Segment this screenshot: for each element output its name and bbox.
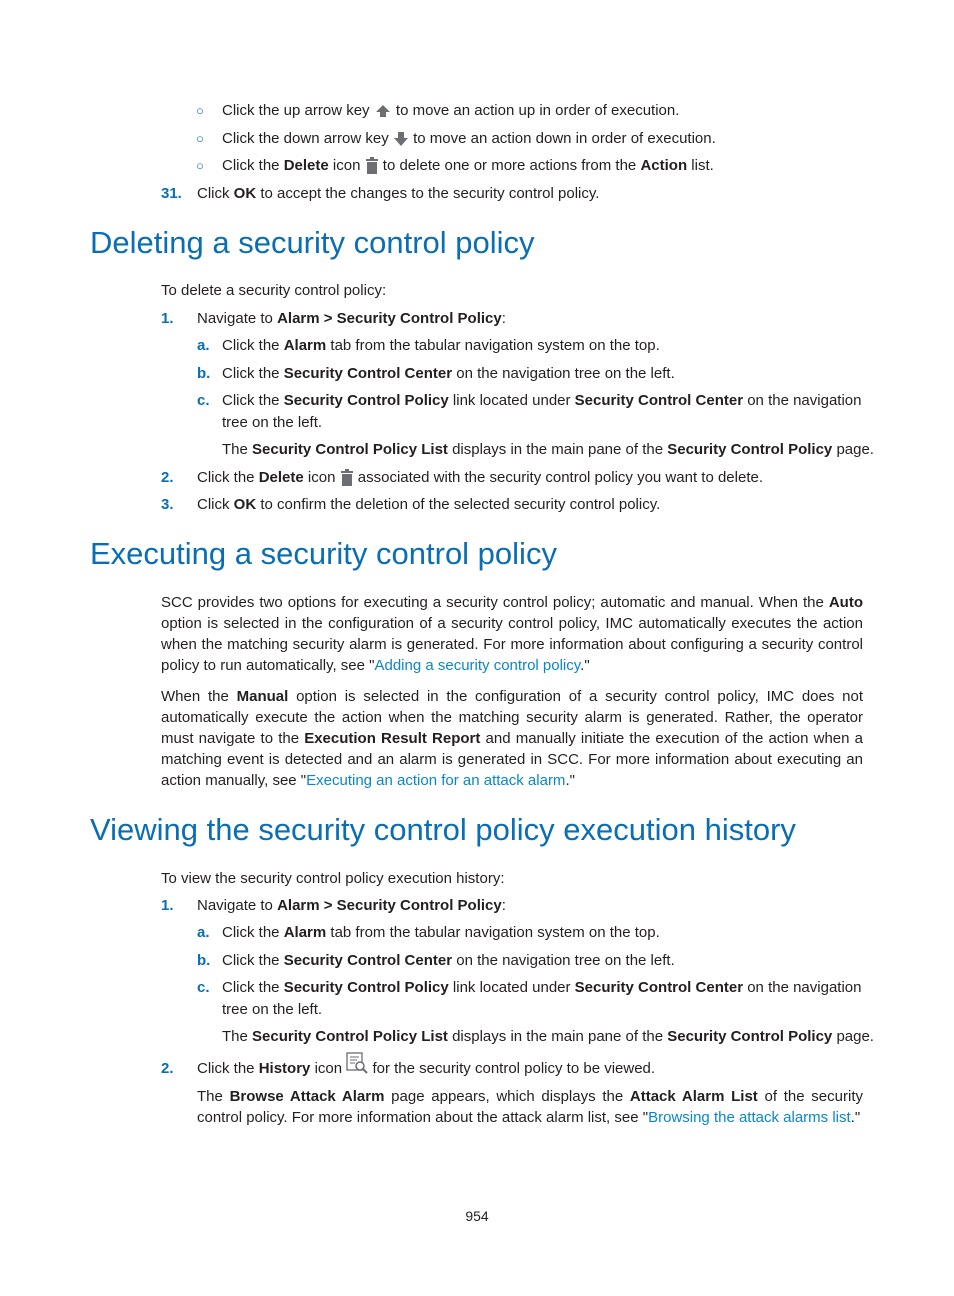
- substep-b: Click the Security Control Center on the navigation tree on the left.: [222, 952, 675, 969]
- step-number: 1.: [161, 310, 174, 327]
- link-browsing-alarms[interactable]: Browsing the attack alarms list: [648, 1109, 851, 1126]
- step-confirm: Click OK to confirm the deletion of the selected security control policy.: [197, 496, 661, 513]
- step-31: Click OK to accept the changes to the security control policy.: [197, 185, 600, 202]
- step-number: 1.: [161, 897, 174, 914]
- trash-icon: [340, 469, 354, 487]
- step-navigate: Navigate to Alarm > Security Control Policy:: [197, 310, 506, 327]
- step-number: 2.: [161, 469, 174, 486]
- bullet-circle: ○: [196, 158, 204, 173]
- paragraph-browse: The Browse Attack Alarm page appears, which displays the Attack Alarm List of the security control policy. For more information about the attack alarm list, see "Browsing the attack alarms list.": [197, 1088, 863, 1126]
- bullet-up-arrow: Click the up arrow key to move an action up in order of execution.: [222, 102, 680, 119]
- substep-letter: a.: [197, 337, 210, 354]
- note-text: The Security Control Policy List displays in the main pane of the Security Control Policy page.: [222, 441, 874, 458]
- bullet-delete: Click the Delete icon to delete one or more actions from the Action list.: [222, 157, 714, 174]
- substep-letter: b.: [197, 365, 211, 382]
- paragraph-auto: SCC provides two options for executing a security control policy; automatic and manual. When the Auto option is selected in the configuration of a security control policy, IMC automatically executes the action when the matching security alarm is generated. For more information about configuring a security control policy to run automatically, see "Adding a security control policy.": [161, 594, 863, 674]
- substep-letter: c.: [197, 979, 210, 996]
- link-adding-policy[interactable]: Adding a security control policy: [374, 657, 581, 674]
- step-navigate: Navigate to Alarm > Security Control Policy:: [197, 897, 506, 914]
- trash-icon: [365, 157, 379, 175]
- bullet-circle: ○: [196, 103, 204, 118]
- step-number: 31.: [161, 185, 182, 202]
- down-arrow-icon: [393, 130, 409, 148]
- bullet-circle: ○: [196, 131, 204, 146]
- substep-a: Click the Alarm tab from the tabular navigation system on the top.: [222, 337, 660, 354]
- intro-text: To view the security control policy execution history:: [161, 870, 505, 887]
- step-history: Click the History icon for the security control policy to be viewed.: [197, 1058, 655, 1079]
- history-icon: [346, 1052, 368, 1074]
- section-heading-viewing: Viewing the security control policy execution history: [90, 812, 796, 847]
- substep-c-continued: tree on the left.: [222, 1001, 323, 1018]
- step-number: 3.: [161, 496, 174, 513]
- bullet-down-arrow: Click the down arrow key to move an action down in order of execution.: [222, 130, 716, 147]
- up-arrow-icon: [374, 103, 392, 119]
- intro-text: To delete a security control policy:: [161, 282, 387, 299]
- section-heading-executing: Executing a security control policy: [90, 536, 557, 571]
- substep-b: Click the Security Control Center on the navigation tree on the left.: [222, 365, 675, 382]
- step-delete: Click the Delete icon associated with the security control policy you want to delete.: [197, 469, 763, 486]
- substep-letter: b.: [197, 952, 211, 969]
- substep-letter: c.: [197, 392, 210, 409]
- section-heading-deleting: Deleting a security control policy: [90, 225, 535, 260]
- substep-letter: a.: [197, 924, 210, 941]
- substep-a: Click the Alarm tab from the tabular navigation system on the top.: [222, 924, 660, 941]
- page-number: 954: [465, 1208, 489, 1224]
- step-number: 2.: [161, 1060, 174, 1077]
- link-executing-action[interactable]: Executing an action for an attack alarm: [306, 772, 566, 789]
- substep-c-continued: tree on the left.: [222, 414, 323, 431]
- substep-c: Click the Security Control Policy link located under Security Control Center on the navigation: [222, 392, 862, 409]
- paragraph-manual: When the Manual option is selected in the configuration of a security control policy, IMC does not automatically execute the action when the matching security alarm is generated. Rather, the operator must navigate to the Execution Result Report and manually initiate the execution of the action when a matching event is detected and an alarm is generated in SCC. For more information about executing an action manually, see "Executing an action for an attack alarm.": [161, 688, 863, 789]
- note-text: The Security Control Policy List displays in the main pane of the Security Control Policy page.: [222, 1028, 874, 1045]
- substep-c: Click the Security Control Policy link located under Security Control Center on the navigation: [222, 979, 862, 996]
